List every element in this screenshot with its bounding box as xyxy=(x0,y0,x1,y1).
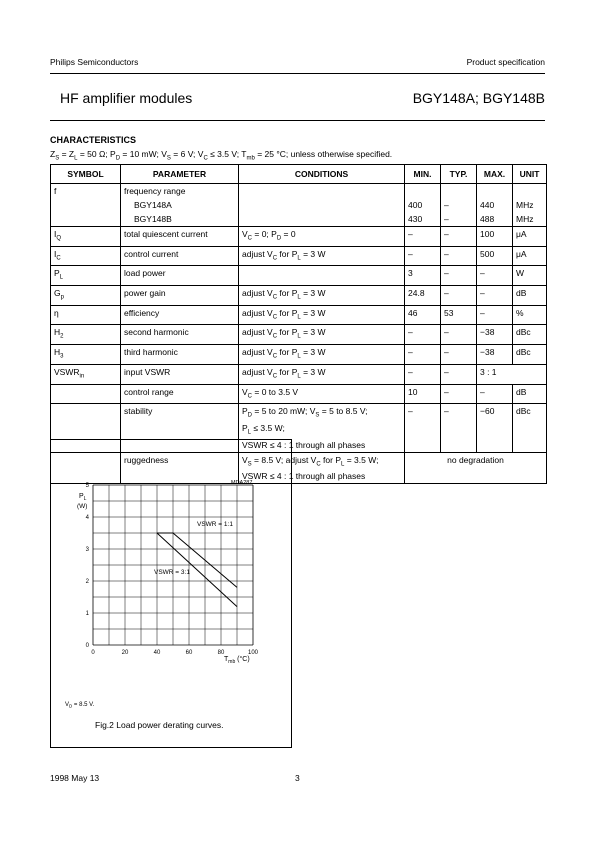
min-cell: 3 xyxy=(405,266,441,286)
table-row xyxy=(51,364,547,384)
min-cell: 10 xyxy=(405,384,441,404)
parameter-cell: frequency range xyxy=(121,184,239,199)
table-row xyxy=(51,212,547,227)
max-cell: −60 xyxy=(477,404,513,452)
figure-code: MDA287 xyxy=(231,480,253,486)
y-tick-label: 0 xyxy=(85,643,89,649)
conditions-cell: $V_C = 0$ to 3.5 V xyxy=(239,384,405,404)
title-divider xyxy=(50,120,545,121)
max-cell: – xyxy=(477,305,513,325)
y-tick-label: 2 xyxy=(85,579,89,585)
max-cell: −38 xyxy=(477,325,513,345)
x-tick-label: 40 xyxy=(153,650,161,656)
symbol-cell: η xyxy=(51,305,121,325)
conditions-cell: adjust $V_C$ for $P_L = 3$ W xyxy=(239,325,405,345)
table-header-row xyxy=(51,165,547,184)
footer-date: 1998 May 13 xyxy=(50,773,100,783)
y-tick-label: 5 xyxy=(85,483,89,489)
col-symbol: SYMBOL xyxy=(51,165,121,184)
x-tick-label: 100 xyxy=(247,650,259,656)
parameter-cell: BGY148B xyxy=(134,214,172,224)
page-number: 3 xyxy=(295,773,300,783)
conditions-cell: adjust $V_C$ for $P_L = 3$ W xyxy=(239,246,405,266)
characteristics-table xyxy=(50,164,547,484)
conditions-cell: adjust $V_C$ for $P_L = 3$ W xyxy=(239,345,405,365)
table-row xyxy=(51,345,547,365)
parameter-cell: input VSWR xyxy=(121,364,239,384)
unit-cell: μA xyxy=(513,227,547,247)
unit-cell: W xyxy=(513,266,547,286)
conditions-cell: $P_D = 5$ to 20 mW; $V_S = 5$ to 8.5 V; $P_L \le 3.5$ W; VSWR ≤ 4 : 1 through all phases xyxy=(239,404,405,452)
parameter-cell: ruggedness xyxy=(121,452,239,484)
min-cell: – xyxy=(405,246,441,266)
parameter-cell: total quiescent current xyxy=(121,227,239,247)
series-line-1 xyxy=(157,533,237,587)
parameter-cell: third harmonic xyxy=(121,345,239,365)
figure-caption: Fig.2 Load power derating curves. xyxy=(95,720,224,730)
max-cell: 500 xyxy=(477,246,513,266)
symbol-cell: $I_Q$ xyxy=(51,227,121,247)
table-row xyxy=(51,305,547,325)
symbol-cell: f xyxy=(51,184,121,199)
max-cell: – xyxy=(477,266,513,286)
parameter-cell: BGY148A xyxy=(134,200,172,210)
max-cell: – xyxy=(477,384,513,404)
min-cell: 430 xyxy=(405,212,441,227)
derating-chart xyxy=(51,440,291,747)
max-cell: 440 xyxy=(477,198,513,212)
table-row xyxy=(51,325,547,345)
max-cell: – xyxy=(477,286,513,306)
typ-cell: – xyxy=(441,266,477,286)
conditions-cell: $V_S = 8.5$ V; adjust $V_C$ for $P_L = 3.5$ W; VSWR ≤ 4 : 1 through all phases xyxy=(239,452,405,484)
typ-cell: – xyxy=(441,198,477,212)
table-row xyxy=(51,184,547,199)
min-cell: – xyxy=(405,227,441,247)
series-label-vswr-1-1: VSWR = 1:1 xyxy=(197,521,233,528)
symbol-cell: $VSWR_{in}$ xyxy=(51,364,121,384)
unit-cell: μA xyxy=(513,246,547,266)
parameter-cell: efficiency xyxy=(121,305,239,325)
min-cell: 400 xyxy=(405,198,441,212)
unit-cell: dBc xyxy=(513,345,547,365)
product-code: BGY148A; BGY148B xyxy=(412,90,545,106)
symbol-cell: $H_3$ xyxy=(51,345,121,365)
document-title: HF amplifier modules xyxy=(60,90,193,106)
unit-cell: dB xyxy=(513,384,547,404)
document-type: Product specification xyxy=(466,57,545,67)
parameter-cell: power gain xyxy=(121,286,239,306)
parameter-cell: second harmonic xyxy=(121,325,239,345)
table-row xyxy=(51,384,547,404)
parameter-cell: load power xyxy=(121,266,239,286)
conditions-cell: adjust $V_C$ for $P_L = 3$ W xyxy=(239,364,405,384)
x-tick-label: 20 xyxy=(121,650,129,656)
parameter-cell: control current xyxy=(121,246,239,266)
conditions-cell: adjust $V_C$ for $P_L = 3$ W xyxy=(239,305,405,325)
unit-cell: MHz xyxy=(513,198,547,212)
conditions-cell: $V_C = 0$; $P_D = 0$ xyxy=(239,227,405,247)
typ-cell: – xyxy=(441,246,477,266)
x-tick-label: 60 xyxy=(185,650,193,656)
parameter-cell: stability xyxy=(121,404,239,452)
typ-cell: – xyxy=(441,212,477,227)
parameter-cell: control range xyxy=(121,384,239,404)
figure-note: $V_D = 8.5$ V. xyxy=(65,702,95,709)
conditions-line: $Z_S = Z_L = 50$ Ω; $P_D = 10$ mW; $V_S = 6$ V; $V_C \le 3.5$ V; $T_{mb} = 25$ °C; unless otherwise specified. xyxy=(50,149,393,162)
chart-grid xyxy=(93,485,253,645)
table-row xyxy=(51,286,547,306)
symbol-cell: $H_2$ xyxy=(51,325,121,345)
x-tick-label: 80 xyxy=(217,650,225,656)
y-axis-label: $P_L$ xyxy=(79,493,87,502)
typ-cell: 53 xyxy=(441,305,477,325)
col-min: MIN. xyxy=(405,165,441,184)
min-cell: – xyxy=(405,345,441,365)
col-parameter: PARAMETER xyxy=(121,165,239,184)
y-tick-label: 3 xyxy=(85,547,89,553)
typ-cell: – xyxy=(441,227,477,247)
unit-cell: MHz xyxy=(513,212,547,227)
typ-cell: – xyxy=(441,286,477,306)
unit-cell: dB xyxy=(513,286,547,306)
typ-cell: – xyxy=(441,384,477,404)
symbol-cell: $P_L$ xyxy=(51,266,121,286)
max-cell: 488 xyxy=(477,212,513,227)
table-row xyxy=(51,227,547,247)
col-max: MAX. xyxy=(477,165,513,184)
company-name: Philips Semiconductors xyxy=(50,57,139,67)
typ-cell: – xyxy=(441,345,477,365)
symbol-cell: $G_p$ xyxy=(51,286,121,306)
y-tick-label: 4 xyxy=(85,515,89,521)
max-cell: 3 : 1 xyxy=(477,364,547,384)
y-axis-unit: (W) xyxy=(77,503,88,510)
typ-cell: – xyxy=(441,364,477,384)
table-row xyxy=(51,198,547,212)
series-label-vswr-3-1: VSWR = 3:1 xyxy=(154,569,190,576)
min-cell: – xyxy=(405,404,441,452)
symbol-cell: $I_C$ xyxy=(51,246,121,266)
x-axis-label: $T_{mb}$ (°C) xyxy=(224,656,250,665)
unit-cell: % xyxy=(513,305,547,325)
table-row xyxy=(51,266,547,286)
conditions-cell: adjust $V_C$ for $P_L = 3$ W xyxy=(239,286,405,306)
y-tick-label: 1 xyxy=(85,611,89,617)
header-divider xyxy=(50,73,545,74)
col-unit: UNIT xyxy=(513,165,547,184)
min-cell: 24.8 xyxy=(405,286,441,306)
typ-cell: – xyxy=(441,404,477,452)
col-typ: TYP. xyxy=(441,165,477,184)
typ-cell: – xyxy=(441,325,477,345)
result-cell: no degradation xyxy=(405,452,547,484)
col-conditions: CONDITIONS xyxy=(239,165,405,184)
unit-cell: dBc xyxy=(513,404,547,452)
figure-box xyxy=(50,439,292,748)
max-cell: −38 xyxy=(477,345,513,365)
table-row xyxy=(51,246,547,266)
min-cell: – xyxy=(405,325,441,345)
section-heading: CHARACTERISTICS xyxy=(50,135,137,145)
unit-cell: dBc xyxy=(513,325,547,345)
x-tick-label: 0 xyxy=(91,650,95,656)
min-cell: 46 xyxy=(405,305,441,325)
min-cell: – xyxy=(405,364,441,384)
max-cell: 100 xyxy=(477,227,513,247)
